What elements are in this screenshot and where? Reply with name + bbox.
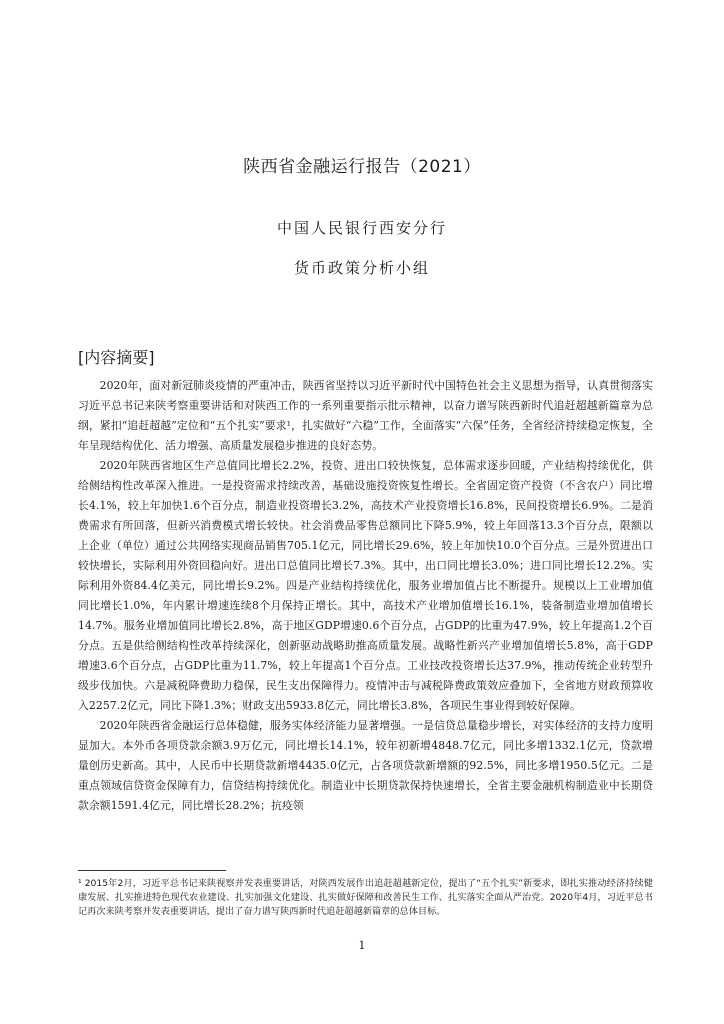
- section-heading: [内容摘要]: [78, 348, 155, 367]
- abstract-body: [78, 376, 653, 816]
- group-name: 货币政策分析小组: [293, 259, 430, 277]
- page-number: 1: [358, 939, 366, 952]
- footnote-divider: [78, 870, 226, 871]
- paragraph-economy: 2020年陕西省地区生产总值同比增长2.2%，投资、进出口较快恢复，总体需求逐步回暖，产业结构持续优化，供给侧结构性改革深入推进。一是投资需求持续改善，基础设施投资恢复性增长。全省固定资产投资（不含农户）同比增长4.1%，较上年加快1.6个百分点，制造业投资增长3.2%，高技术产业投资增长16.8%，民间投资增长6.9%。二是消费需求有所回落，但新兴消费模式增长较快。社会消费品零售总额同比下降5.9%，较上年回落13.3个百分点，限额以上企业（单位）通过公共网络实现商品销售705.1亿元，同比增长29.6%，较上年加快10.0个百分点。三是外贸进出口较快增长，实际利用外资回稳向好。进出口总值同比增长7.3%。其中，出口同比增长3.0%；进口同比增长12.2%。实际利用外资84.4亿美元，同比增长9.2%。四是产业结构持续优化，服务业增加值占比不断提升。规模以上工业增加值同比增长1.0%，年内累计增速连续8个月保持正增长。其中，高技术产业增加值增长16.1%，装备制造业增加值增长14.7%。服务业增加值同比增长2.8%，高于地区GDP增速0.6个百分点，占GDP的比重为47.9%，较上年提高1.2个百分点。五是供给侧结构性改革持续深化，创新驱动战略助推高质量发展。战略性新兴产业增加值增长5.8%，高于GDP增速3.6个百分点，占GDP比重为11.7%，较上年提高1个百分点。工业技改投资增长达37.9%，推动传统企业转型升级步伐加快。六是减税降费助力稳保，民生支出保障得力。疫情冲击与减税降费政策效应叠加下，全省地方财政预算收入2257.2亿元，同比下降1.3%；财政支出5933.8亿元，同比增长3.8%，各项民生事业得到较好保障。: [78, 459, 653, 712]
- paragraph-finance: 2020年陕西省金融运行总体稳健，服务实体经济能力显著增强。一是信贷总量稳步增长，对实体经济的支持力度明显加大。本外币各项贷款余额3.9万亿元，同比增长14.1%，较年初新增4848.7亿元，同比多增1332.1亿元，贷款增量创历史新高。其中，人民币中长期贷款新增4435.0亿元，占各项贷款新增额的92.5%，同比多增1950.5亿元。二是重点领域信贷资金保障有力，信贷结构持续优化。制造业中长期贷款保持快速增长，全省主要金融机构制造业中长期贷款余额1591.4亿元，同比增长28.2%；抗疫领: [78, 719, 653, 812]
- organization-name: 中国人民银行西安分行: [276, 219, 447, 237]
- footnote: ¹ 2015年2月，习近平总书记来陕视察并发表重要讲话，对陕西发展作出追赶超越新定位，提出了“五个扎实”新要求，即扎实推动经济持续健康发展、扎实推进特色现代农业建设、扎实加强文化建设、扎实做好保障和改善民生工作、扎实落实全面从严治党。2020年4月，习近平总书记再次来陕考察并发表重要讲话，提出了奋力谱写陕西新时代追赶超越新篇章的总体目标。: [78, 878, 653, 917]
- report-title: 陕西省金融运行报告（2021）: [243, 157, 481, 177]
- paragraph-intro: 2020年，面对新冠肺炎疫情的严重冲击，陕西省坚持以习近平新时代中国特色社会主义思想为指导，认真贯彻落实习近平总书记来陕考察重要讲话和对陕西工作的一系列重要指示批示精神，以奋力谱写陕西新时代追赶超越新篇章为总纲，紧扣“追赶超越”定位和“五个扎实”要求¹，扎实做好“六稳”工作，全面落实“六保”任务，全省经济持续稳定恢复，全年呈现结构优化、活力增强、高质量发展稳步推进的良好态势。: [78, 379, 653, 452]
